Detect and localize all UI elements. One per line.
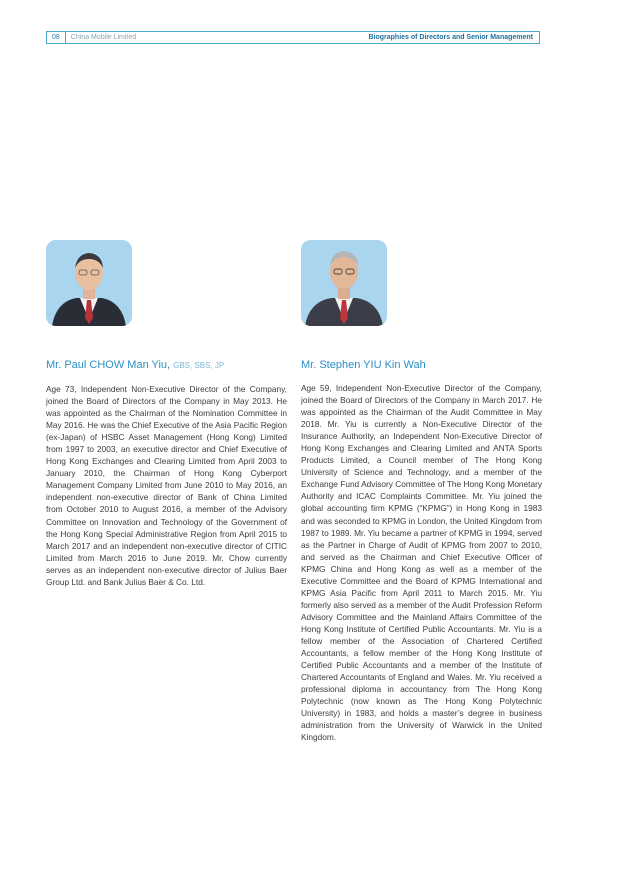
director-bio: Age 73, Independent Non-Executive Director of the Company, joined the Board of Directors of the Company in May 2013. He was appointed as the Chairman of the Nomination Committee in May 2016. He was the Chief Executive of the Asia Pacific Region (ex-Japan) of HSBC Asset Management (Hong Kong) Limited from 1997 to 2003, an executive director and Chief Executive of Hong Kong Exchanges and Clearing Limited from April 2003 to January 2010, the Chairman of Hong Kong Cyberport Management Company Limited from June 2010 to May 2016, an independent non-executive director of Bank of China Limited from October 2010 to August 2016, a member of the Advisory Committee on Innovation and Technology of the Government of the Hong Kong Special Administrative Region from April 2015 to March 2017 and an independent non-executive director of CITIC Limited from March 2016 to June 2019. Mr. Chow currently serves as an independent non-executive director of Julius Baer Group Ltd. and Bank Julius Baer & Co. Ltd. [46,384,287,587]
director-photo-chow [46,240,132,326]
director-name [301,358,541,372]
page-header [46,31,540,44]
page-number: 08 [47,32,66,43]
director-yiu [301,240,541,743]
director-honours: GBS, SBS, JP [173,361,225,370]
company-name: China Mobile Limited [70,34,137,41]
director-name-text: Mr. Paul CHOW Man Yiu, [46,359,171,371]
director-chow [46,240,286,588]
section-title: Biographies of Directors and Senior Management [368,34,533,41]
director-name-text: Mr. Stephen YIU Kin Wah [301,359,426,371]
director-photo-yiu [301,240,387,326]
director-name [46,358,286,373]
director-bio: Age 59, Independent Non-Executive Director of the Company, joined the Board of Directors of the Company in March 2017. He was appointed as the Chairman of the Audit Committee in May 2018. Mr. Yiu is currently a Non-Executive Director of the Insurance Authority, an Independent Non-Executive Director of Hong Kong Exchanges and Clearing Limited and ANTA Sports Products Limited, a Council member of The Hong Kong University of Science and Technology, and a member of the Exchange Fund Advisory Committee of The Hong Kong Monetary Authority and ICAC Complaints Committee. Mr. Yiu joined the global accounting firm KPMG (“KPMG”) in Hong Kong in 1983 and was seconded to KPMG in London, the United Kingdom from 1987 to 1989. Mr. Yiu became a partner of KPMG in 1994, served as the Partner in Charge of Audit of KPMG from 2007 to 2010, and served as the Chairman and Chief Executive Officer of KPMG China and Hong Kong as well as a member of the Executive Committee and the Board of KPMG International and KPMG Asia Pacific from April 2011 to March 2015. Mr. Yiu formerly also served as a member of the Audit Profession Reform Advisory Committee and the Mainland Affairs Committee of the Hong Kong Institute of Certified Public Accountants. Mr. Yiu is a fellow member of the Association of Chartered Certified Accountants, a fellow member of the Hong Kong Institute of Certified Public Accountants and a member of the Institute of Chartered Accountants of England and Wales. Mr. Yiu received a professional diploma in accountancy from The Hong Kong Polytechnic (now known as The Hong Kong Polytechnic University) in 1983, and holds a master’s degree in business administration from the University of Warwick in the United Kingdom. [301,383,542,743]
